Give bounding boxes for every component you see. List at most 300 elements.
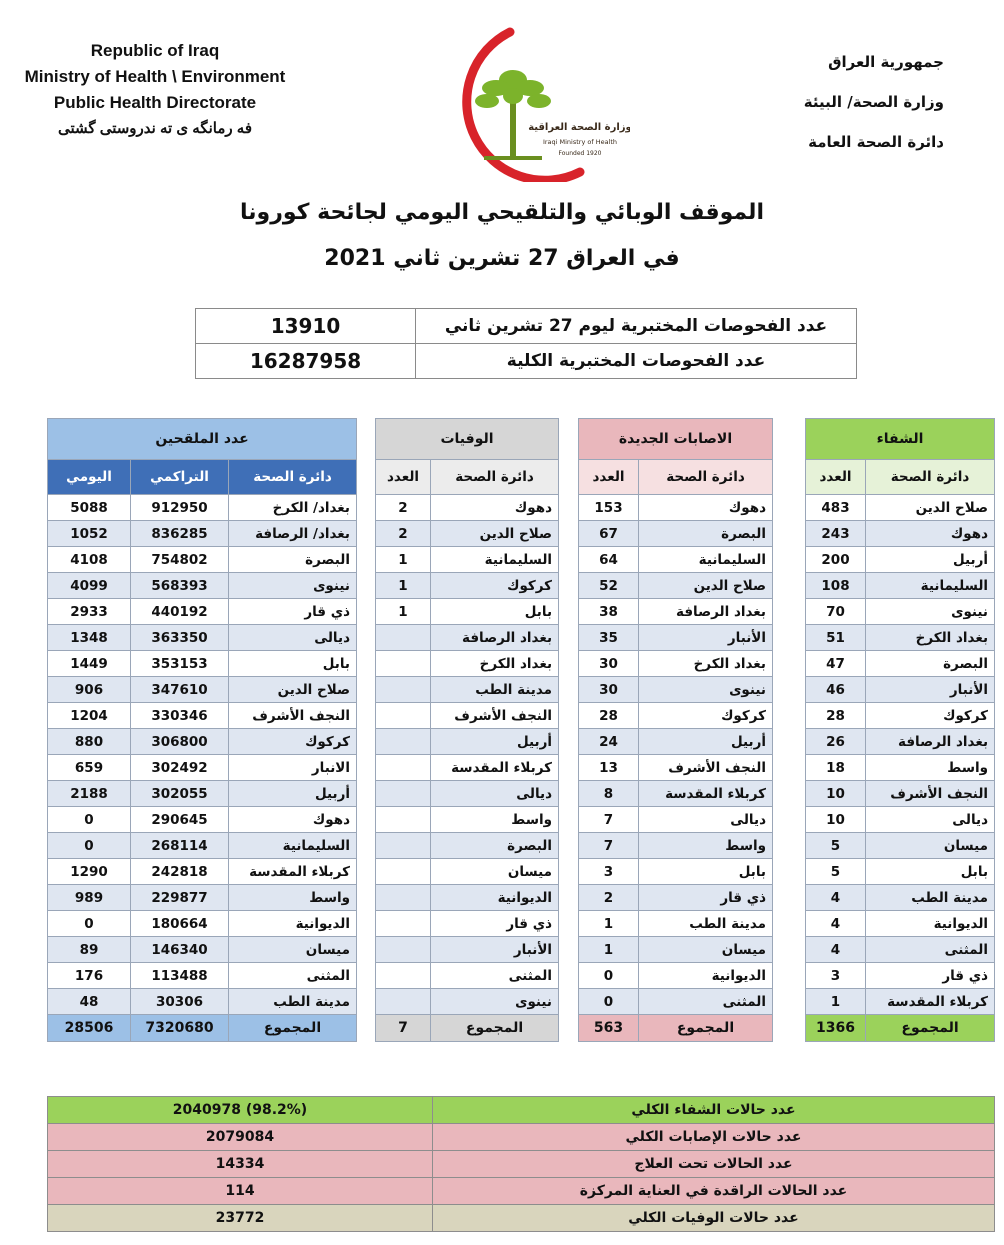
table-row <box>48 651 357 677</box>
district-name-cell: السليمانية <box>431 547 559 573</box>
district-name-cell: أربيل <box>431 729 559 755</box>
table-row <box>579 521 773 547</box>
district-name-cell: واسط <box>639 833 773 859</box>
district-name-cell: بغداد الرصافة <box>639 599 773 625</box>
vaccinated-col-daily: اليومي <box>48 460 131 495</box>
district-name-cell: السليمانية <box>639 547 773 573</box>
district-name-cell: بغداد/ الرصافة <box>229 521 357 547</box>
daily-cell: 0 <box>48 833 131 859</box>
district-name-cell: الأنبار <box>431 937 559 963</box>
summary-row <box>48 1151 995 1178</box>
table-row <box>376 833 559 859</box>
table-row <box>579 859 773 885</box>
count-cell: 3 <box>579 859 639 885</box>
table-row <box>806 599 995 625</box>
table-row <box>376 547 559 573</box>
district-name-cell: ميسان <box>639 937 773 963</box>
count-cell: 2 <box>376 495 431 521</box>
district-name-cell: ديالى <box>229 625 357 651</box>
new-cases-total-label: المجموع <box>639 1015 773 1042</box>
count-cell: 30 <box>579 677 639 703</box>
table-row <box>376 573 559 599</box>
district-name-cell: صلاح الدين <box>866 495 995 521</box>
table-row <box>579 677 773 703</box>
lab-row-total <box>196 344 857 379</box>
lab-total-value: 16287958 <box>196 344 416 379</box>
table-row <box>806 963 995 989</box>
cumulative-cell: 363350 <box>131 625 229 651</box>
district-name-cell: المثنى <box>431 963 559 989</box>
district-name-cell: ديالى <box>866 807 995 833</box>
district-name-cell: واسط <box>229 885 357 911</box>
count-cell: 1 <box>806 989 866 1015</box>
table-row <box>806 729 995 755</box>
daily-cell: 4099 <box>48 573 131 599</box>
table-row <box>376 807 559 833</box>
table-row <box>579 651 773 677</box>
count-cell: 64 <box>579 547 639 573</box>
table-row <box>376 963 559 989</box>
district-name-cell: البصرة <box>229 547 357 573</box>
table-row <box>579 703 773 729</box>
deaths-col-count: العدد <box>376 460 431 495</box>
vaccinated-col-cumulative: التراكمي <box>131 460 229 495</box>
count-cell <box>376 703 431 729</box>
lab-total-label: عدد الفحوصات المختبرية الكلية <box>416 344 857 379</box>
table-row <box>376 703 559 729</box>
table-row <box>376 937 559 963</box>
district-name-cell: دهوك <box>866 521 995 547</box>
cumulative-cell: 912950 <box>131 495 229 521</box>
table-row <box>48 781 357 807</box>
count-cell: 4 <box>806 885 866 911</box>
table-row <box>806 547 995 573</box>
lab-row-daily <box>196 309 857 344</box>
district-name-cell: الديوانية <box>866 911 995 937</box>
district-name-cell: واسط <box>866 755 995 781</box>
table-row <box>48 859 357 885</box>
table-row <box>579 937 773 963</box>
vaccinated-title: عدد الملقحين <box>48 419 357 460</box>
count-cell <box>376 911 431 937</box>
header-en-line2: Ministry of Health \ Environment <box>24 67 286 86</box>
district-name-cell: صلاح الدين <box>431 521 559 547</box>
table-row <box>48 989 357 1015</box>
district-name-cell: نينوى <box>639 677 773 703</box>
count-cell: 4 <box>806 911 866 937</box>
count-cell: 30 <box>579 651 639 677</box>
table-row <box>48 521 357 547</box>
svg-text:Iraqi Ministry of Health: Iraqi Ministry of Health <box>542 138 618 146</box>
district-name-cell: النجف الأشرف <box>229 703 357 729</box>
deaths-total-label: المجموع <box>431 1015 559 1042</box>
daily-cell: 2933 <box>48 599 131 625</box>
count-cell <box>376 625 431 651</box>
summary-row <box>48 1124 995 1151</box>
count-cell <box>376 807 431 833</box>
count-cell: 7 <box>579 807 639 833</box>
cumulative-cell: 146340 <box>131 937 229 963</box>
daily-cell: 5088 <box>48 495 131 521</box>
district-name-cell: الديوانية <box>639 963 773 989</box>
summary-table <box>47 1096 995 1232</box>
deaths-table <box>375 418 559 1042</box>
district-name-cell: أربيل <box>866 547 995 573</box>
table-row <box>579 495 773 521</box>
count-cell: 35 <box>579 625 639 651</box>
table-row <box>376 859 559 885</box>
new-cases-col-name: دائرة الصحة <box>639 460 773 495</box>
table-row <box>806 833 995 859</box>
table-row <box>579 911 773 937</box>
table-row <box>48 885 357 911</box>
district-name-cell: الأنبار <box>639 625 773 651</box>
table-row <box>48 573 357 599</box>
count-cell: 0 <box>579 963 639 989</box>
count-cell: 67 <box>579 521 639 547</box>
svg-text:Founded 1920: Founded 1920 <box>558 150 602 157</box>
summary-value: 114 <box>48 1178 433 1205</box>
table-row <box>376 677 559 703</box>
daily-cell: 659 <box>48 755 131 781</box>
summary-value: 23772 <box>48 1205 433 1232</box>
count-cell <box>376 651 431 677</box>
summary-row <box>48 1097 995 1124</box>
vaccinated-total-cumulative: 7320680 <box>131 1015 229 1042</box>
daily-cell: 1449 <box>48 651 131 677</box>
district-name-cell: بغداد الرصافة <box>431 625 559 651</box>
daily-cell: 1204 <box>48 703 131 729</box>
district-name-cell: البصرة <box>431 833 559 859</box>
table-row <box>579 755 773 781</box>
recovered-col-count: العدد <box>806 460 866 495</box>
count-cell <box>376 989 431 1015</box>
count-cell: 1 <box>376 573 431 599</box>
district-name-cell: السليمانية <box>866 573 995 599</box>
svg-text:وزارة الصحة العراقية: وزارة الصحة العراقية <box>528 122 630 133</box>
district-name-cell: أربيل <box>639 729 773 755</box>
table-row <box>579 573 773 599</box>
count-cell: 4 <box>806 937 866 963</box>
summary-value: 14334 <box>48 1151 433 1178</box>
table-row <box>579 729 773 755</box>
district-name-cell: البصرة <box>866 651 995 677</box>
table-row <box>376 885 559 911</box>
table-row <box>806 807 995 833</box>
table-row <box>48 703 357 729</box>
daily-cell: 176 <box>48 963 131 989</box>
cumulative-cell: 290645 <box>131 807 229 833</box>
lab-daily-value: 13910 <box>196 309 416 344</box>
table-row <box>376 781 559 807</box>
cumulative-cell: 180664 <box>131 911 229 937</box>
new-cases-col-count: العدد <box>579 460 639 495</box>
summary-value: 2079084 <box>48 1124 433 1151</box>
table-row <box>806 573 995 599</box>
vaccinated-col-name: دائرة الصحة <box>229 460 357 495</box>
table-row <box>376 625 559 651</box>
district-name-cell: بابل <box>229 651 357 677</box>
table-row <box>579 599 773 625</box>
lab-daily-label: عدد الفحوصات المختبرية ليوم 27 تشرين ثاني <box>416 309 857 344</box>
district-name-cell: بغداد الكرخ <box>639 651 773 677</box>
table-row <box>579 833 773 859</box>
table-row <box>579 989 773 1015</box>
count-cell: 1 <box>579 937 639 963</box>
lab-tests-table <box>195 308 857 379</box>
table-row <box>376 755 559 781</box>
table-row <box>48 963 357 989</box>
table-row <box>806 625 995 651</box>
count-cell <box>376 833 431 859</box>
summary-row <box>48 1178 995 1205</box>
count-cell <box>376 729 431 755</box>
table-row <box>376 989 559 1015</box>
table-row <box>48 495 357 521</box>
district-name-cell: دهوك <box>639 495 773 521</box>
cumulative-cell: 836285 <box>131 521 229 547</box>
table-row <box>579 963 773 989</box>
new-cases-title: الاصابات الجديدة <box>579 419 773 460</box>
daily-cell: 0 <box>48 911 131 937</box>
summary-label: عدد الحالات الراقدة في العناية المركزة <box>433 1178 995 1205</box>
header-right-block <box>804 42 944 162</box>
district-name-cell: أربيل <box>229 781 357 807</box>
count-cell: 3 <box>806 963 866 989</box>
deaths-col-name: دائرة الصحة <box>431 460 559 495</box>
table-row <box>48 833 357 859</box>
summary-value: 2040978 (98.2%) <box>48 1097 433 1124</box>
table-row <box>48 547 357 573</box>
district-name-cell: كربلاء المقدسة <box>229 859 357 885</box>
table-row <box>48 625 357 651</box>
table-row <box>806 911 995 937</box>
count-cell: 5 <box>806 859 866 885</box>
count-cell <box>376 859 431 885</box>
district-name-cell: نينوى <box>229 573 357 599</box>
table-row <box>806 989 995 1015</box>
table-row <box>579 547 773 573</box>
daily-cell: 1052 <box>48 521 131 547</box>
district-name-cell: كركوك <box>866 703 995 729</box>
header-ar-line1: جمهورية العراق <box>828 53 944 71</box>
daily-cell: 1290 <box>48 859 131 885</box>
table-row <box>806 521 995 547</box>
table-row <box>48 911 357 937</box>
district-name-cell: نينوى <box>431 989 559 1015</box>
daily-cell: 2188 <box>48 781 131 807</box>
daily-cell: 880 <box>48 729 131 755</box>
header-en-line3: Public Health Directorate <box>53 93 257 112</box>
summary-label: عدد حالات الوفيات الكلي <box>433 1205 995 1232</box>
daily-cell: 1348 <box>48 625 131 651</box>
count-cell <box>376 677 431 703</box>
summary-label: عدد الحالات تحت العلاج <box>433 1151 995 1178</box>
table-row <box>48 677 357 703</box>
table-row <box>376 729 559 755</box>
table-row <box>806 859 995 885</box>
header-ar-line3: دائرة الصحة العامة <box>808 133 944 151</box>
table-row <box>579 625 773 651</box>
district-name-cell: الانبار <box>229 755 357 781</box>
district-name-cell: البصرة <box>639 521 773 547</box>
district-name-cell: صلاح الدين <box>229 677 357 703</box>
cumulative-cell: 754802 <box>131 547 229 573</box>
cumulative-cell: 440192 <box>131 599 229 625</box>
count-cell: 28 <box>806 703 866 729</box>
deaths-total-value: 7 <box>376 1015 431 1042</box>
table-row <box>376 651 559 677</box>
district-name-cell: نينوى <box>866 599 995 625</box>
cumulative-cell: 347610 <box>131 677 229 703</box>
cumulative-cell: 30306 <box>131 989 229 1015</box>
table-row <box>806 651 995 677</box>
count-cell: 38 <box>579 599 639 625</box>
table-row <box>376 911 559 937</box>
header-en-line1: Republic of Iraq <box>90 41 220 60</box>
table-row <box>806 885 995 911</box>
daily-cell: 48 <box>48 989 131 1015</box>
table-row <box>48 937 357 963</box>
district-name-cell: كربلاء المقدسة <box>431 755 559 781</box>
daily-cell: 89 <box>48 937 131 963</box>
new-cases-table <box>578 418 773 1042</box>
district-name-cell: المثنى <box>229 963 357 989</box>
cumulative-cell: 302492 <box>131 755 229 781</box>
table-row <box>579 885 773 911</box>
count-cell: 0 <box>579 989 639 1015</box>
table-row <box>579 781 773 807</box>
district-name-cell: كربلاء المقدسة <box>639 781 773 807</box>
district-name-cell: كركوك <box>229 729 357 755</box>
district-name-cell: مدينة الطب <box>431 677 559 703</box>
count-cell: 52 <box>579 573 639 599</box>
cumulative-cell: 568393 <box>131 573 229 599</box>
district-name-cell: الديوانية <box>431 885 559 911</box>
district-name-cell: ذي قار <box>431 911 559 937</box>
summary-label: عدد حالات الإصابات الكلي <box>433 1124 995 1151</box>
district-name-cell: ميسان <box>431 859 559 885</box>
count-cell: 28 <box>579 703 639 729</box>
district-name-cell: بغداد/ الكرخ <box>229 495 357 521</box>
count-cell: 10 <box>806 807 866 833</box>
palm-tree-logo-icon <box>440 22 630 182</box>
count-cell: 483 <box>806 495 866 521</box>
table-row <box>376 521 559 547</box>
cumulative-cell: 353153 <box>131 651 229 677</box>
count-cell <box>376 963 431 989</box>
count-cell: 1 <box>579 911 639 937</box>
vaccinated-total-label: المجموع <box>229 1015 357 1042</box>
count-cell: 7 <box>579 833 639 859</box>
ministry-logo <box>440 22 630 182</box>
count-cell: 200 <box>806 547 866 573</box>
district-name-cell: واسط <box>431 807 559 833</box>
district-name-cell: بغداد الكرخ <box>866 625 995 651</box>
district-name-cell: صلاح الدين <box>639 573 773 599</box>
district-name-cell: ميسان <box>866 833 995 859</box>
report-title-line2: في العراق 27 تشرين ثاني 2021 <box>324 246 680 271</box>
district-name-cell: المثنى <box>639 989 773 1015</box>
district-name-cell: ديالى <box>431 781 559 807</box>
district-name-cell: ذي قار <box>639 885 773 911</box>
table-row <box>806 495 995 521</box>
table-row <box>806 781 995 807</box>
table-row <box>806 677 995 703</box>
report-title-line1: الموقف الوبائي والتلقيحي اليومي لجائحة كورونا <box>240 200 764 225</box>
cumulative-cell: 306800 <box>131 729 229 755</box>
count-cell: 70 <box>806 599 866 625</box>
cumulative-cell: 113488 <box>131 963 229 989</box>
district-name-cell: النجف الأشرف <box>431 703 559 729</box>
count-cell <box>376 937 431 963</box>
count-cell: 18 <box>806 755 866 781</box>
header-ku-line: فه رمانگه ی ته ندروستی گشتی <box>57 120 253 137</box>
header-ar-line2: وزارة الصحة/ البيئة <box>803 93 944 111</box>
table-row <box>376 599 559 625</box>
district-name-cell: الأنبار <box>866 677 995 703</box>
count-cell: 8 <box>579 781 639 807</box>
recovered-col-name: دائرة الصحة <box>866 460 995 495</box>
count-cell: 51 <box>806 625 866 651</box>
recovered-table <box>805 418 995 1042</box>
summary-row <box>48 1205 995 1232</box>
cumulative-cell: 302055 <box>131 781 229 807</box>
table-row <box>806 937 995 963</box>
count-cell <box>376 755 431 781</box>
count-cell: 2 <box>376 521 431 547</box>
district-name-cell: بابل <box>639 859 773 885</box>
count-cell: 13 <box>579 755 639 781</box>
daily-cell: 989 <box>48 885 131 911</box>
table-row <box>48 599 357 625</box>
recovered-total-label: المجموع <box>866 1015 995 1042</box>
summary-label: عدد حالات الشفاء الكلي <box>433 1097 995 1124</box>
district-name-cell: مدينة الطب <box>229 989 357 1015</box>
table-row <box>806 755 995 781</box>
district-name-cell: المثنى <box>866 937 995 963</box>
cumulative-cell: 268114 <box>131 833 229 859</box>
count-cell: 108 <box>806 573 866 599</box>
table-row <box>48 807 357 833</box>
cumulative-cell: 229877 <box>131 885 229 911</box>
count-cell: 10 <box>806 781 866 807</box>
table-row <box>806 703 995 729</box>
count-cell: 1 <box>376 599 431 625</box>
district-name-cell: بابل <box>431 599 559 625</box>
district-name-cell: دهوك <box>431 495 559 521</box>
district-name-cell: كركوك <box>639 703 773 729</box>
district-name-cell: السليمانية <box>229 833 357 859</box>
count-cell: 26 <box>806 729 866 755</box>
count-cell <box>376 885 431 911</box>
district-name-cell: ديالى <box>639 807 773 833</box>
table-row <box>48 729 357 755</box>
district-name-cell: بغداد الرصافة <box>866 729 995 755</box>
count-cell: 2 <box>579 885 639 911</box>
daily-cell: 906 <box>48 677 131 703</box>
count-cell <box>376 781 431 807</box>
district-name-cell: ذي قار <box>866 963 995 989</box>
cumulative-cell: 330346 <box>131 703 229 729</box>
table-row <box>579 807 773 833</box>
count-cell: 46 <box>806 677 866 703</box>
recovered-total-value: 1366 <box>806 1015 866 1042</box>
deaths-title: الوفيات <box>376 419 559 460</box>
table-row <box>48 755 357 781</box>
count-cell: 153 <box>579 495 639 521</box>
district-name-cell: بغداد الكرخ <box>431 651 559 677</box>
